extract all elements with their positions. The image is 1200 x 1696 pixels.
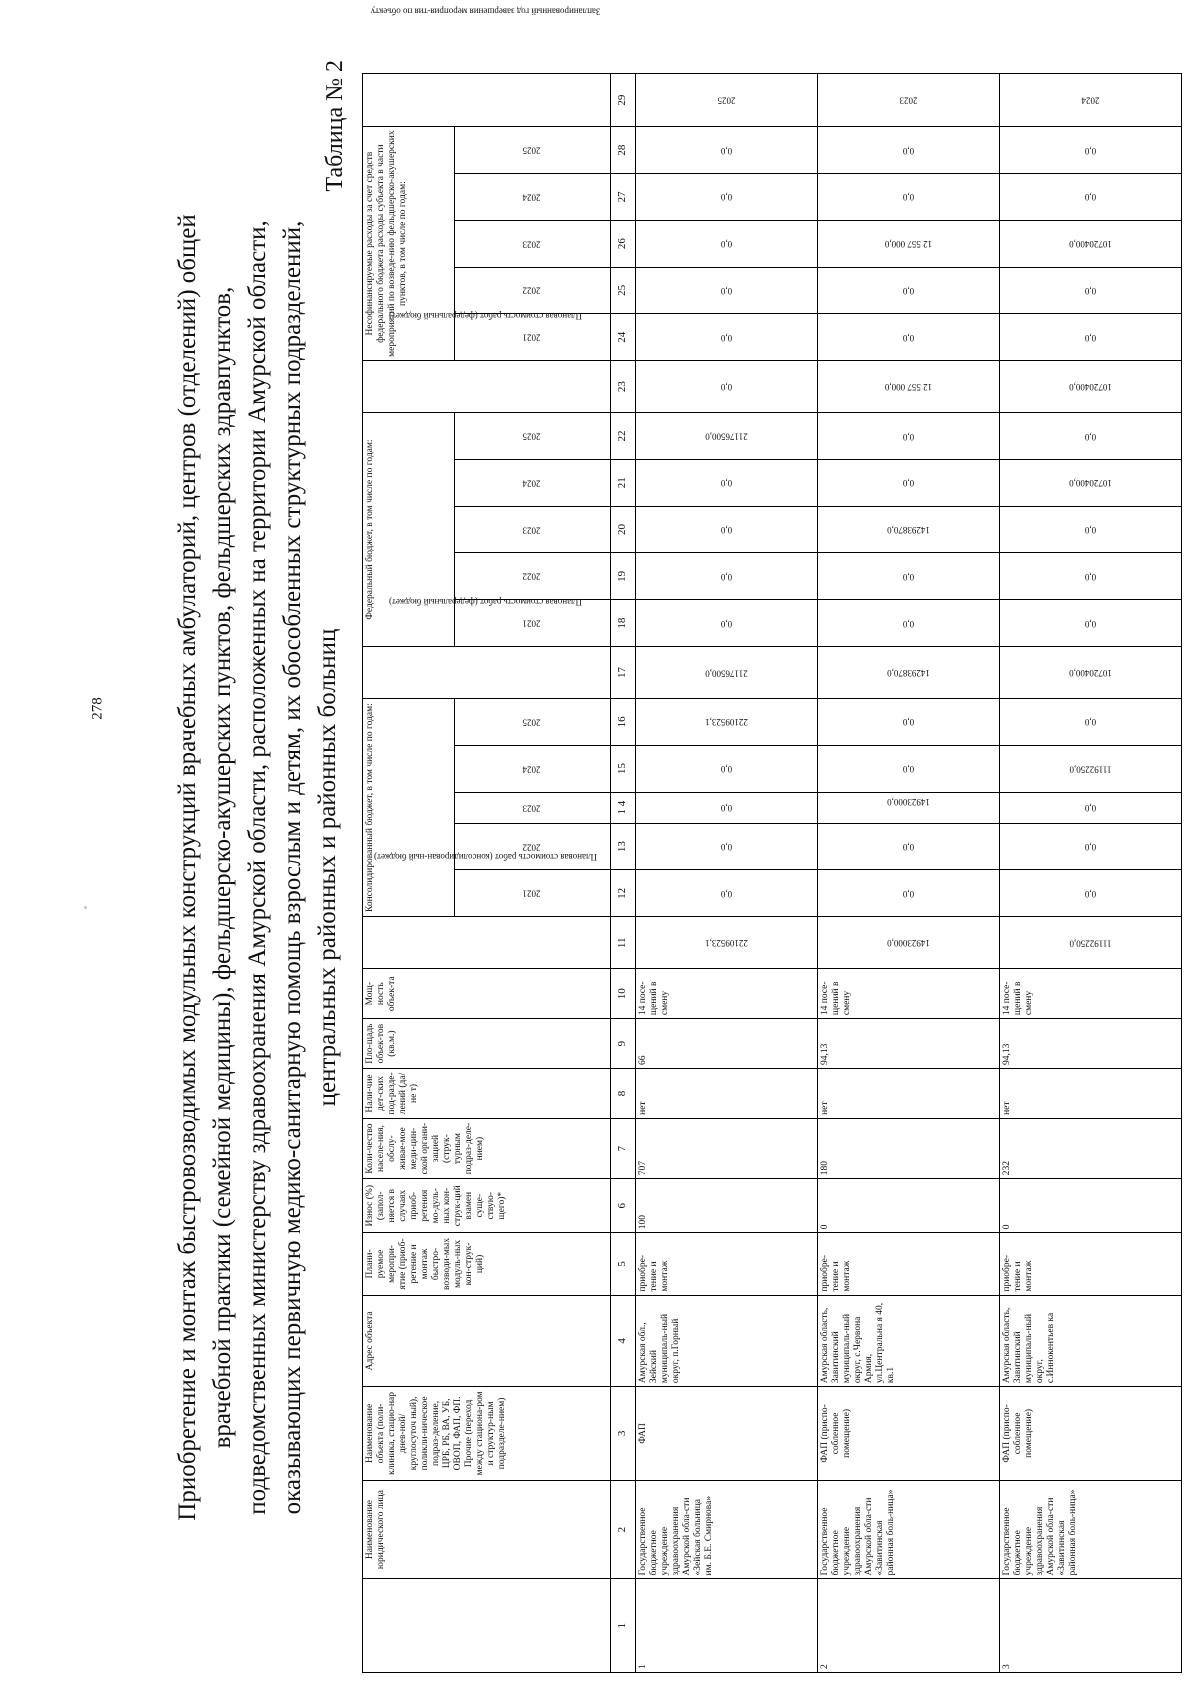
cell-v14 [817,792,999,823]
cell-v23 [999,361,1181,413]
year-text: 2021 [522,618,541,629]
row-number: 2 [817,1579,999,1673]
cell-v13 [999,823,1181,870]
col-number: 12 [610,870,635,917]
col-number: 16 [610,698,635,745]
children-units: нет [635,1069,817,1119]
cell-v12 [635,870,817,917]
header-c11-text: Плановая стоимость работ (консолидирован-ный бюджет) [374,852,598,863]
cell-value: 14923000,0 [886,796,930,807]
col-number: 6 [610,1179,635,1233]
cell-value: 0,0 [902,888,914,899]
cell-v18 [635,600,817,647]
year-text: 2024 [522,192,541,203]
cell-value: 22109523,1 [704,717,748,728]
year-text: 2024 [522,764,541,775]
cell-v29 [817,74,999,127]
col-number: 27 [610,173,635,220]
cell-v28 [817,127,999,174]
cell-v18 [817,600,999,647]
cell-value: 0,0 [720,192,732,203]
col-number: 9 [610,1019,635,1069]
col-number: 21 [610,459,635,506]
header-c29 [363,6,611,127]
cell-v24 [999,314,1181,361]
year-header [454,413,610,460]
year-header [454,792,610,823]
year-header [454,870,610,917]
header-c10: Мощ-ность объек-та [363,969,611,1019]
cell-value: 0,0 [1084,717,1097,728]
cell-v27 [635,173,817,220]
population: 180 [817,1118,999,1178]
cell-value: 0,0 [720,888,732,899]
col-number: 19 [610,553,635,600]
cell-v16 [817,698,999,745]
children-units: нет [817,1069,999,1119]
capacity: 14 посе-щений в смену [635,969,817,1019]
cell-v11 [999,917,1181,969]
cell-value: 0,0 [720,618,732,629]
col-number: 29 [610,74,635,127]
col-number: 17 [610,646,635,698]
col-number: 4 [610,1295,635,1386]
year-text: 2025 [522,145,541,156]
table-row [999,74,1181,1673]
title-line-5: центральных районных и районных больниц [314,628,341,1107]
cell-v28 [635,127,817,174]
year-text: 2023 [522,525,541,536]
object-name: ФАП (приспо-собленное помещение) [817,1387,999,1481]
year-text: 2024 [522,478,541,489]
cell-v26 [817,220,999,267]
year-text: 2022 [522,842,541,853]
cell-v22 [999,413,1181,460]
cell-value: 0,0 [720,239,732,250]
header-c8: Нали-чие дет-ских под-разде-лений (да/не т) [363,1069,611,1119]
object-address: Амурская область, Завитинский муниципаль-ный округ, с.Иннокентьев ка [999,1295,1181,1386]
year-text: 2025 [522,431,541,442]
header-c5: Плани-руемое меропри-ятие (приоб-ретение и монтаж быстро-возводи-мых модуль-ных кон-струк-ций) [363,1233,611,1295]
cell-v15 [999,745,1181,792]
col-number: 28 [610,127,635,174]
cell-v12 [999,870,1181,917]
cell-value: 0,0 [902,332,914,343]
title-line-2: врачебной практики (семейной медицины), фельдшерско-акушерских пунктов, фельдшерских здравпунктов, [209,286,236,1449]
wear-percent: 0 [999,1179,1181,1233]
year-header [454,553,610,600]
cell-value: 0,0 [902,145,914,156]
cell-v19 [635,553,817,600]
col-number: 26 [610,220,635,267]
header-consolidated-group: Консолидированный бюджет, в том числе по годам: [363,698,455,916]
org-name: Государственное бюджетное учреждение здравоохранения Амурской обла-сти «Зейская больница им. Б.Е. Смирнова» [635,1480,817,1579]
year-header [454,220,610,267]
col-number: 2 [610,1480,635,1579]
year-header [454,745,610,792]
facilities-table [362,6,1182,1673]
header-c2: Наименование юридического лица [363,1480,611,1579]
cell-value: 14923000,0 [886,938,930,949]
wear-percent: 100 [635,1179,817,1233]
cell-value: 14293870,0 [886,525,930,536]
cell-v16 [999,698,1181,745]
cell-value: 12 557 000,0 [884,238,932,249]
cell-v21 [817,459,999,506]
header-c17-text: Плановая стоимость работ (федеральный бюджет) [389,596,583,607]
table-title: Таблица № 2 [322,60,348,192]
year-header [454,823,610,870]
cell-v22 [817,413,999,460]
cell-value: 2025 [717,95,736,106]
cell-v20 [817,506,999,553]
header-c1 [363,1579,611,1673]
year-text: 2021 [522,332,541,343]
row-number: 3 [999,1579,1181,1673]
cell-value: 0,0 [1084,618,1097,629]
year-text: 2022 [522,571,541,582]
year-text: 2023 [522,239,541,250]
cell-value: 0,0 [720,145,732,156]
cell-value: 0,0 [1084,332,1097,343]
cell-v19 [817,553,999,600]
cell-v17 [817,646,999,698]
header-c4: Адрес объекта [363,1295,611,1386]
cell-value: 0,0 [720,571,732,582]
header-federal-group: Федеральный бюджет, в том числе по годам: [363,413,455,647]
object-address: Амурская обл., Зейский муниципаль-ный округ, п.Горный [635,1295,817,1386]
col-number: 11 [610,917,635,969]
cell-v14 [999,792,1181,823]
cell-value: 0,0 [720,382,732,393]
cell-v25 [999,267,1181,314]
year-header [454,459,610,506]
cell-v19 [999,553,1181,600]
cell-value: 0,0 [1084,145,1097,156]
cell-v12 [817,870,999,917]
cell-v17 [999,646,1181,698]
header-row-groups [363,74,455,1673]
year-text: 2023 [522,803,541,814]
cell-value: 0,0 [720,478,732,489]
col-number: 3 [610,1387,635,1481]
cell-v11 [817,917,999,969]
year-header [454,506,610,553]
cell-v21 [999,459,1181,506]
area: 66 [635,1019,817,1069]
year-header [454,173,610,220]
cell-value: 22109523,1 [704,938,748,949]
cell-value: 0,0 [902,431,914,442]
header-c3: Наименование объекта (поли-клиника, стацио-нар днев-ной/круглосуточ ный), поликли-ническое подраз-деление, ЦРБ, РБ, ВА, УБ, ОВОП, ФАП, ФП. Прочие (переход между стациона-ром и структур-ным подразделе-нием) [363,1387,611,1481]
title-line-3: подведомственных министерству здравоохранения Амурской области, расположенных на территории Амурской области, [244,220,271,1515]
table-row [635,74,817,1673]
cell-value: 0,0 [1084,803,1097,814]
cell-value: 21176500,0 [704,667,748,678]
header-c29-text: Запланированный год завершения мероприя-тия по объекту [371,6,601,17]
cell-v15 [817,745,999,792]
children-units: нет [999,1069,1181,1119]
cell-value: 0,0 [720,764,732,775]
cell-value: 0,0 [1084,571,1097,582]
cell-value: 0,0 [1084,888,1097,899]
planned-action: приобре-тение и монтаж [635,1233,817,1295]
col-number: 23 [610,361,635,413]
title-line-1: Приобретение и монтаж быстровозводимых модульных конструкций врачебных амбулаторий, центров (отделений) общей [174,214,201,1521]
cell-value: 0,0 [902,285,914,296]
cell-v23 [817,361,999,413]
year-text: 2021 [522,888,541,899]
cell-v11 [635,917,817,969]
cell-value: 12 557 000,0 [884,382,932,393]
cell-value: 10720400,0 [1069,667,1112,678]
table-row [817,74,999,1673]
cell-value: 0,0 [720,525,732,536]
cell-value: 10720400,0 [1069,382,1112,393]
cell-value: 11192250,0 [1069,764,1112,775]
cell-value: 0,0 [1084,842,1097,853]
org-name: Государственное бюджетное учреждение здравоохранения Амурской обла-сти «Завитинская районная боль-ница» [999,1480,1181,1579]
cell-value: 21176500,0 [704,431,748,442]
col-number: 5 [610,1233,635,1295]
col-number: 25 [610,267,635,314]
cell-value: 10720400,0 [1069,478,1112,489]
header-unfinanced-group: Несофинансируемые расходы за счет средств федерального бюджета расходы субъекта в части мероприятий по возведе-нию фельдшерско-акушерских пунктов, в том числе по годам: [363,127,455,361]
cell-value: 11192250,0 [1069,938,1112,949]
cell-v26 [635,220,817,267]
cell-v26 [999,220,1181,267]
cell-value: 0,0 [902,842,914,853]
col-number: 7 [610,1118,635,1178]
cell-v21 [635,459,817,506]
cell-v22 [635,413,817,460]
cell-value: 0,0 [1084,285,1097,296]
col-number: 15 [610,745,635,792]
col-number: 10 [610,969,635,1019]
cell-value: 0,0 [902,571,914,582]
cell-value: 0,0 [902,717,914,728]
cell-v27 [817,173,999,220]
cell-value: 0,0 [720,842,732,853]
row-number: 1 [635,1579,817,1673]
cell-v24 [635,314,817,361]
cell-v15 [635,745,817,792]
cell-value: 10720400,0 [1069,239,1112,250]
page-number: 278 [89,697,106,720]
cell-v27 [999,173,1181,220]
cell-v20 [635,506,817,553]
cell-v18 [999,600,1181,647]
title-line-4: оказывающих первичную медико-санитарную помощь взрослым и детям, их обособленных структурных подразделений, [279,220,306,1515]
planned-action: приобре-тение и монтаж [817,1233,999,1295]
cell-v25 [635,267,817,314]
population: 707 [635,1118,817,1178]
cell-value: 0,0 [720,803,732,814]
col-number: 20 [610,506,635,553]
cell-v14 [635,792,817,823]
object-name: ФАП (приспо-собленное помещение) [999,1387,1181,1481]
population: 232 [999,1118,1181,1178]
cell-value: 0,0 [1084,525,1097,536]
cell-v25 [817,267,999,314]
column-number-row [610,74,635,1673]
year-header [454,267,610,314]
cell-value: 0,0 [902,618,914,629]
cell-value: 0,0 [1084,192,1097,203]
col-number: 13 [610,823,635,870]
year-header [454,698,610,745]
cell-value: 14293870,0 [886,667,930,678]
header-c6: Износ (%) (запол-няется в случаях приоб-ретения мо-дуль-ных кон-струк-ций взамен суще-ствую-щего)* [363,1179,611,1233]
col-number: 1 [610,1579,635,1673]
cell-value: 0,0 [720,332,732,343]
wear-percent: 0 [817,1179,999,1233]
cell-v24 [817,314,999,361]
cell-v20 [999,506,1181,553]
object-name: ФАП [635,1387,817,1481]
header-c7: Коли-чество населе-ния, обслу-живае-мое меди-цин-ской органи-зацией (струк-турным подраз-деле-нием) [363,1118,611,1178]
cell-v16 [635,698,817,745]
scan-speck [84,906,87,909]
cell-value: 0,0 [902,764,914,775]
col-number: 1 4 [610,792,635,823]
org-name: Государственное бюджетное учреждение здравоохранения Амурской обла-сти «Завитинская районная боль-ница» [817,1480,999,1579]
col-number: 18 [610,600,635,647]
cell-v17 [635,646,817,698]
cell-value: 0,0 [902,192,914,203]
planned-action: приобре-тение и монтаж [999,1233,1181,1295]
cell-v13 [817,823,999,870]
year-text: 2025 [522,717,541,728]
year-header [454,127,610,174]
cell-v23 [635,361,817,413]
cell-value: 0,0 [902,478,914,489]
header-c9: Пло-щадь объек-тов (кв.м.) [363,1019,611,1069]
cell-value: 2024 [1081,95,1100,106]
col-number: 24 [610,314,635,361]
cell-value: 0,0 [720,285,732,296]
cell-v29 [999,74,1181,127]
cell-v29 [635,74,817,127]
cell-v13 [635,823,817,870]
cell-v28 [999,127,1181,174]
cell-value: 0,0 [1084,431,1097,442]
year-text: 2022 [522,285,541,296]
area: 94,13 [817,1019,999,1069]
col-number: 8 [610,1069,635,1119]
capacity: 14 посе-щений в смену [999,969,1181,1019]
capacity: 14 посе-щений в смену [817,969,999,1019]
area: 94,13 [999,1019,1181,1069]
rotated-page-content [170,6,1200,1690]
header-c23-text: Плановая стоимость работ (федеральный бюджет) [389,311,583,322]
cell-value: 2023 [899,95,918,106]
col-number: 22 [610,413,635,460]
object-address: Амурская область, Завитинский муниципаль-ный округ, с.Червона Армия, ул.Центральна я 40, кв.1 [817,1295,999,1386]
